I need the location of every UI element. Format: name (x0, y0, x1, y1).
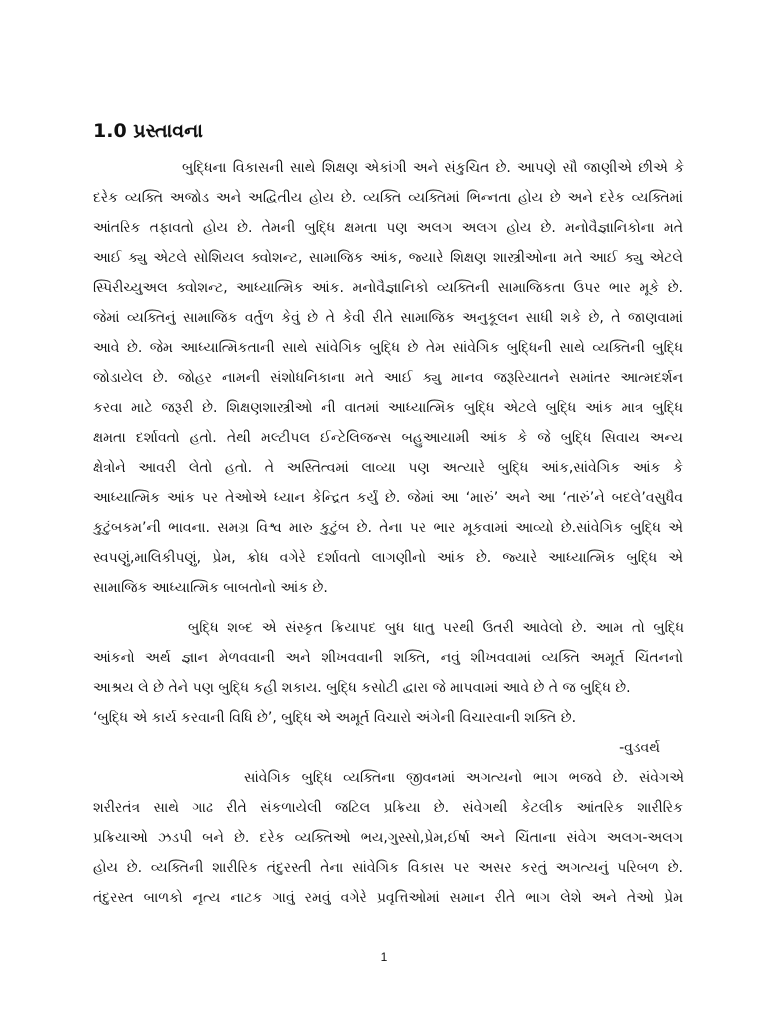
text-line: ક્ષેત્રોને આવરી લેતો હતો. તે અસ્તિત્વમાં લાવ્યા પણ અત્યારે બુદ્ધિ આંક,સાંવેગિક આંક કે (93, 460, 683, 476)
text-line: તંદુરસ્ત બાળકો નૃત્ય નાટક ગાવું રમવું વગેરે પ્રવૃત્તિઓમાં સમાન રીતે ભાગ લેશે અને તેઓ પ્રેમ (93, 890, 683, 906)
text-line: આવે છે. જેમ આધ્યાત્મિકતાની સાથે સાંવેગિક બુદ્ધિ છે તેમ સાંવેગિક બુદ્ધિની સાથે વ્યક્તિની બુદ્ધિ (93, 340, 683, 356)
text-line: આધ્યાત્મિક આંક પર તેઓએ ધ્યાન કેન્દ્રિત કર્યું છે. જેમાં આ ‘મારું’ અને આ ‘તારું’ને બદલે’વસુધૈવ (93, 490, 683, 506)
text-line: બુદ્ધિના વિકાસની સાથે શિક્ષણ એકાંગી અને સંકુચિત છે. આપણે સૌ જાણીએ છીએ કે (182, 160, 684, 176)
text-line: સાંવેગિક બુદ્ધિ વ્યક્તિના જીવનમાં અગત્યનો ભાગ ભજવે છે. સંવેગએ (244, 770, 684, 786)
section-heading: 1.0 પ્રસ્તાવના (93, 120, 203, 142)
text-line: શરીરતંત્ર સાથે ગાઢ રીતે સંકળાયેલી જટિલ પ્રક્રિયા છે. સંવેગથી કેટલીક આંતરિક શારીરિક (93, 800, 683, 816)
text-line: આઈ ક્યુ એટલે સોશિયલ ક્વોશન્ટ, સામાજિક આંક, જ્યારે શિક્ષણ શાસ્ત્રીઓના મતે આઈ ક્યુ એટલે (93, 250, 683, 266)
text-line: પ્રક્રિયાઓ ઝડપી બને છે. દરેક વ્યક્તિઓ ભય,ગુસ્સો,પ્રેમ,ઈર્ષા અને ચિંતાના સંવેગ અલગ-અલગ (93, 830, 683, 846)
text-line: ક્ષમતા દર્શાવતો હતો. તેથી મલ્ટીપલ ઈન્ટેલિજન્સ બહુઆયામી આંક કે જે બુદ્ધિ સિવાય અન્ય (93, 430, 683, 446)
text-line: હોય છે. વ્યક્તિની શારીરિક તંદુરસ્તી તેના સાંવેગિક વિકાસ પર અસર કરતું અગત્યનું પરિબળ છે. (93, 860, 683, 876)
text-line: કરવા માટે જરૂરી છે. શિક્ષણશાસ્ત્રીઓ ની વાતમાં આધ્યાત્મિક બુદ્ધિ એટલે બુદ્ધિ આંક માત્ર બુદ્ધિ (93, 400, 683, 416)
text-line: આશ્રય લે છે તેને પણ બુદ્ધિ કહી શકાય. બુદ્ધિ કસોટી દ્વારા જે માપવામાં આવે છે તે જ બુદ્ધિ છે. (93, 680, 631, 696)
text-line: આંતરિક તફાવતો હોય છે. તેમની બુદ્ધિ ક્ષમતા પણ અલગ અલગ હોય છે. મનોવૈજ્ઞાનિકોના મતે (93, 220, 683, 236)
text-line: આંકનો અર્થ જ્ઞાન મેળવવાની અને શીખવવાની શક્તિ, નવું શીખવવામાં વ્યક્તિ અમૂર્ત ચિંતનનો (93, 650, 683, 666)
text-line: સ્પિરીચ્યુઅલ ક્વોશન્ટ, આધ્યાત્મિક આંક. મનોવૈજ્ઞાનિકો વ્યક્તિની સામાજિકતા ઉપર ભાર મૂકે છે. (93, 280, 683, 296)
text-line: સામાજિક આધ્યાત્મિક બાબતોનો આંક છે. (93, 580, 328, 596)
text-line: ‘બુદ્ધિ એ કાર્ય કરવાની વિધિ છે’, બુદ્ધિ એ અમૂર્ત વિચારો અંગેની વિચારવાની શક્તિ છે. (93, 710, 577, 726)
quote-attribution: -વુડવર્થ (619, 740, 660, 756)
text-line: કુટુંબકમ’ની ભાવના. સમગ્ર વિશ્વ મારુ કુટુંબ છે. તેના પર ભાર મૂકવામાં આવ્યો છે.સાંવેગિક બુદ્ધિ એ (93, 520, 683, 536)
text-line: સ્વપણું,માલિકીપણું, પ્રેમ, ક્રોધ વગેરે દર્શાવતો લાગણીનો આંક છે. જ્યારે આધ્યાત્મિક બુદ્ધિ એ (93, 550, 683, 566)
text-line: જેમાં વ્યક્તિનું સામાજિક વર્તુળ કેવું છે તે કેવી રીતે સામાજિક અનુકૂલન સાધી શકે છે, તે જાણવામાં (93, 310, 683, 326)
text-line: દરેક વ્યક્તિ અજોડ અને અદ્વિતીય હોય છે. વ્યક્તિ વ્યક્તિમાં ભિન્નતા હોય છે અને દરેક વ્યક્તિમાં (93, 190, 683, 206)
text-line: બુદ્ધિ શબ્દ એ સંસ્કૃત ક્રિયાપદ બુધ ધાતુ પરથી ઉતરી આવેલો છે. આમ તો બુદ્ધિ (188, 620, 684, 636)
text-line: જોડાયેલ છે. જોહર નામની સંશોધનિકાના મતે આઈ ક્યુ માનવ જરૂરિયાતને સમાંતર આત્મદર્શન (93, 370, 683, 386)
page-number: 1 (380, 950, 388, 964)
